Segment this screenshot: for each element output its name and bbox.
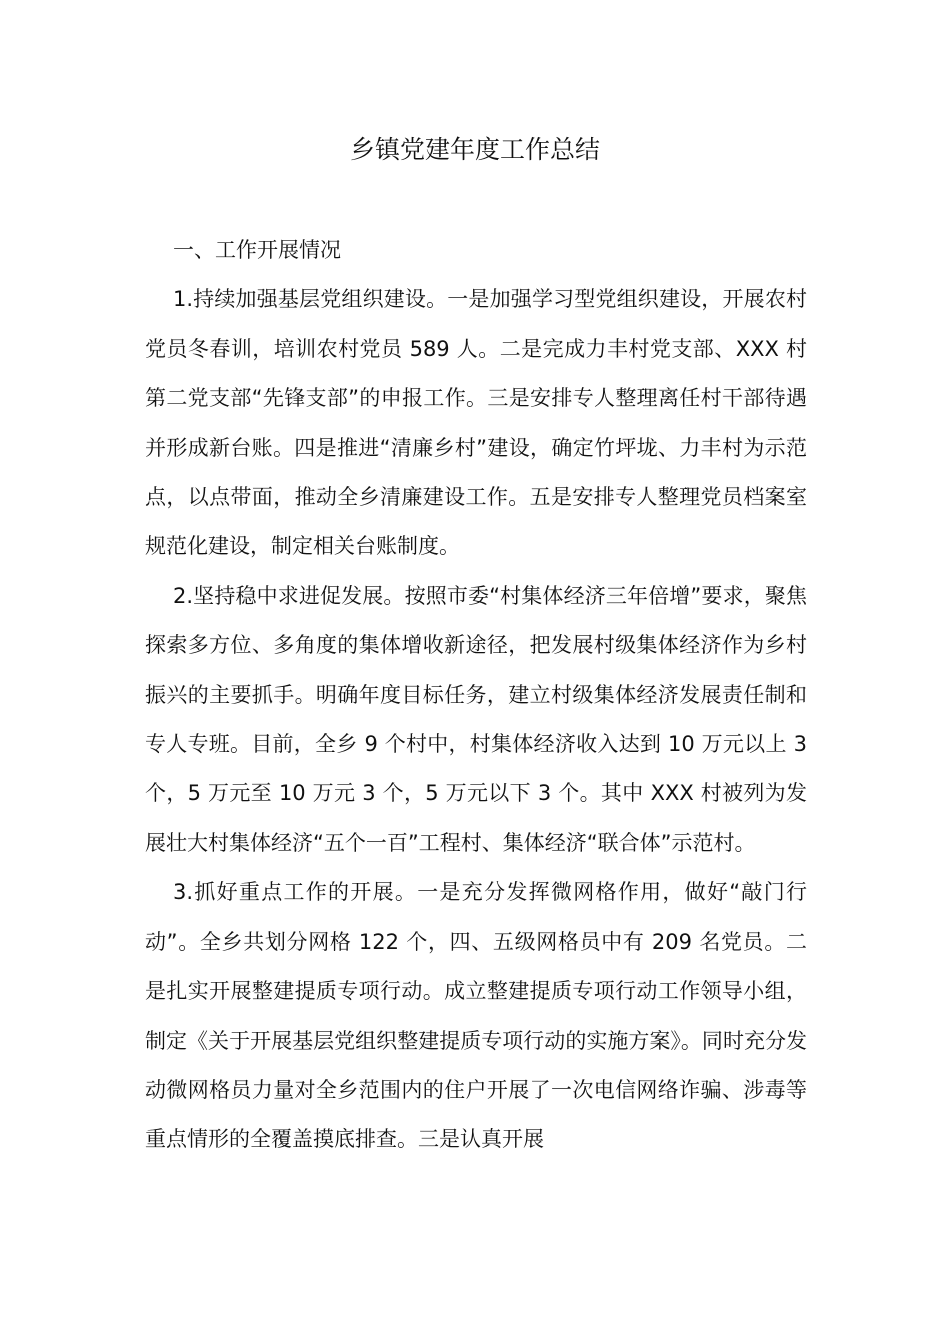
- paragraph-3: 3.抓好重点工作的开展。一是充分发挥微网格作用，做好“敲门行动”。全乡共划分网格 122 个，四、五级网格员中有 209 名党员。二是扎实开展整建提质专项行动。成立整建提质专项行动工作领导小组，制定《关于开展基层党组织整建提质专项行动的实施方案》。同时充分发动微网格员力量对全乡范围内的住户开展了一次电信网络诈骗、涉毒等重点情形的全覆盖摸底排查。三是认真开展: [145, 880, 807, 1152]
- document-title: 乡镇党建年度工作总结: [349, 135, 600, 164]
- paragraph-1: 1.持续加强基层党组织建设。一是加强学习型党组织建设，开展农村党员冬春训，培训农村党员 589 人。二是完成力丰村党支部、XXX 村第二党支部“先锋支部”的申报工作。三是安排专人整理离任村干部待遇并形成新台账。四是推进“清廉乡村”建设，确定竹坪垅、力丰村为示范点，以点带面，推动全乡清廉建设工作。五是安排专人整理党员档案室规范化建设，制定相关台账制度。: [145, 287, 807, 559]
- document-body: [145, 226, 807, 1165]
- paragraph-2: 2.坚持稳中求进促发展。按照市委“村集体经济三年倍增”要求，聚焦探索多方位、多角度的集体增收新途径，把发展村级集体经济作为乡村振兴的主要抓手。明确年度目标任务，建立村级集体经济发展责任制和专人专班。目前，全乡 9 个村中，村集体经济收入达到 10 万元以上 3 个，5 万元至 10 万元 3 个，5 万元以下 3 个。其中 XXX 村被列为发展壮大村集体经济“五个一百”工程村、集体经济“联合体”示范村。: [145, 583, 807, 855]
- section-heading: 一、工作开展情况: [173, 238, 341, 262]
